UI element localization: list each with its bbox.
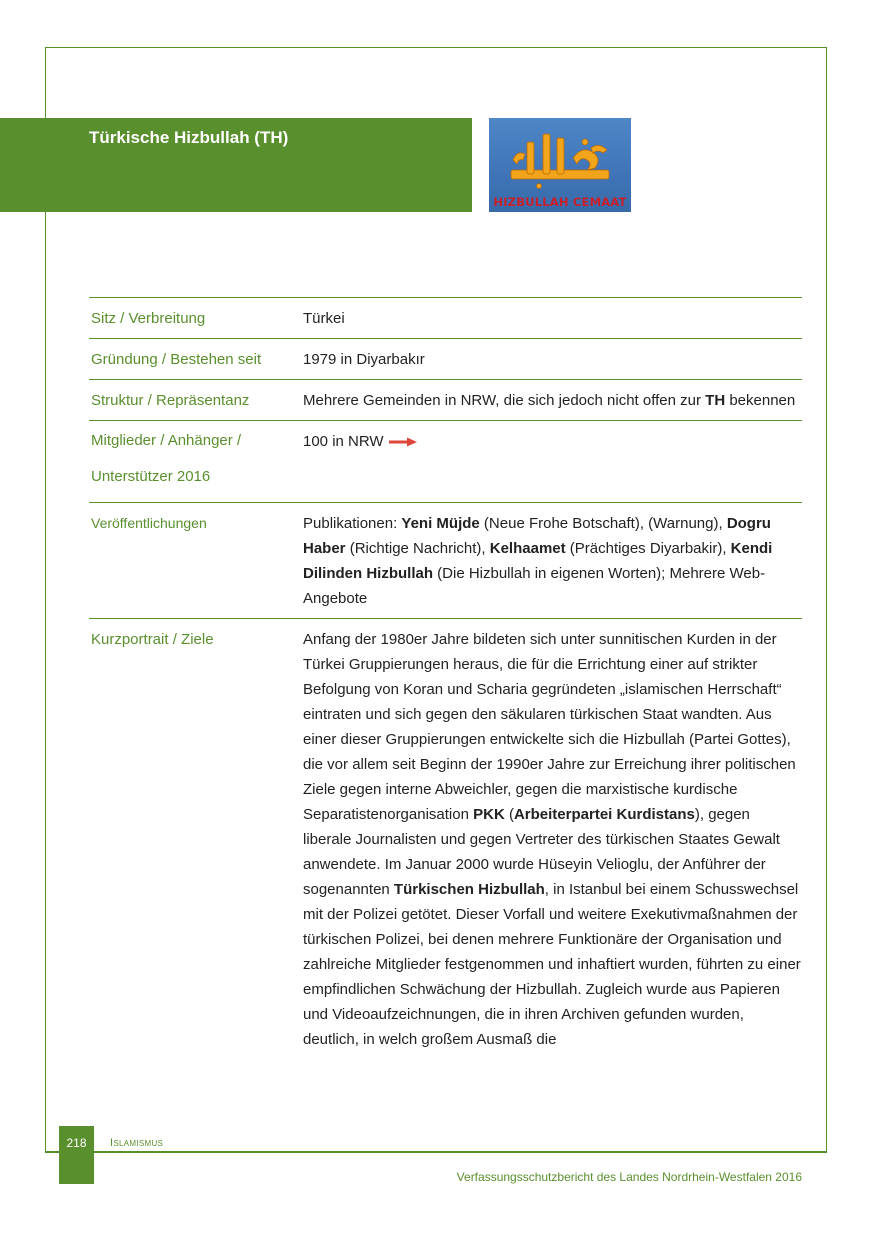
table-row [89,503,802,619]
row-label: Gründung / Bestehen seit [89,339,301,380]
row-value [301,503,802,619]
row-label: Veröffentlichungen [89,503,301,619]
table-row [89,619,802,1060]
text-segment: , in Istanbul bei einem Schusswechsel mit der Polizei getötet. Dieser Vorfall und weitere Exekutivmaßnahmen der türkischen Polizei, bei denen mehrere Funktionäre der Organisation und zahlreiche Mitglieder festgenommen und inhaftiert wurden, führten zu einer empfindlichen Schwächung der Hizbullah. Zugleich wurde aus Papieren und Videoaufzeichnungen, die in ihren Archiven gefunden wurden, deutlich, in welch großem Ausmaß die [303,881,801,1048]
bold-term: Dogru Haber [303,515,771,557]
page-number: 218 [66,1136,87,1150]
row-label: Sitz / Verbreitung [89,298,301,339]
section-name: Islamismus [110,1137,164,1149]
member-count: 100 in NRW [303,433,384,450]
text-segment: bekennen [725,392,796,409]
row-value: Türkei [301,298,802,339]
table-row [89,298,802,339]
bold-term: PKK [473,806,505,823]
row-label: Mitglieder / Anhänger / Unterstützer 2016 [89,421,301,503]
text-segment: ( [504,806,514,823]
table-row [89,380,802,421]
page-title: Türkische Hizbullah (TH) [89,128,289,147]
title-banner [0,118,472,212]
row-value: 1979 in Diyarbakır [301,339,802,380]
table-row [89,421,802,503]
bold-term: Türkischen Hizbullah [393,881,545,898]
row-value [301,619,802,1060]
text-segment: (Neue Frohe Botschaft), (Warnung), [479,515,727,532]
row-label: Kurzportrait / Ziele [89,619,301,1060]
report-title: Verfassungsschutzbericht des Landes Nordrhein-Westfalen 2016 [456,1170,802,1184]
facts-table [89,297,802,1059]
text-segment: Mehrere Gemeinden in NRW, die sich jedoch nicht offen zur [303,392,706,409]
arrow-right-icon [388,430,418,455]
row-label: Struktur / Repräsentanz [89,380,301,421]
page-number-box [59,1126,94,1184]
logo-caption: HIZBULLAH CEMAAT [493,195,627,209]
row-value [301,421,802,503]
bold-term: Arbeiterpartei Kurdistans [513,806,695,823]
text-segment: (Richtige Nachricht), [345,540,490,557]
row-value [301,380,802,421]
text-segment: (Die Hizbullah in eigenen Worten); Mehrere Web-Angebote [303,565,766,607]
bold-term: Kelhaamet [489,540,566,557]
text-segment: (Prächtiges Diyarbakir), [565,540,731,557]
bold-term: TH [705,392,726,409]
text-segment: Publikationen: [303,515,402,532]
table-row [89,339,802,380]
text-segment: Anfang der 1980er Jahre bildeten sich unter sunnitischen Kurden in der Türkei Gruppierungen heraus, die für die Errichtung einer auf strikter Befolgung von Koran und Scharia gegründeten „islamischen Herrschaft“ eintraten und sich gegen den säkularen türkischen Staat wandten. Aus einer dieser Gruppierungen entwickelte sich die Hizbullah (Partei Gottes), die vor allem seit Beginn der 1990er Jahre zur Erreichung ihrer politischen Ziele gegen interne Abweichler, gegen die marxistische kurdische Separatistenorganisation [303,631,796,823]
organization-logo [489,118,631,212]
bold-term: Yeni Müjde [401,515,480,532]
bold-term: Kendi Dilinden Hizbullah [303,540,773,582]
text-segment: ), gegen liberale Journalisten und gegen Vertreter des türkischen Staates Gewalt anwendete. Im Januar 2000 wurde Hüseyin Velioglu, der Anführer der sogenannten [303,806,780,898]
